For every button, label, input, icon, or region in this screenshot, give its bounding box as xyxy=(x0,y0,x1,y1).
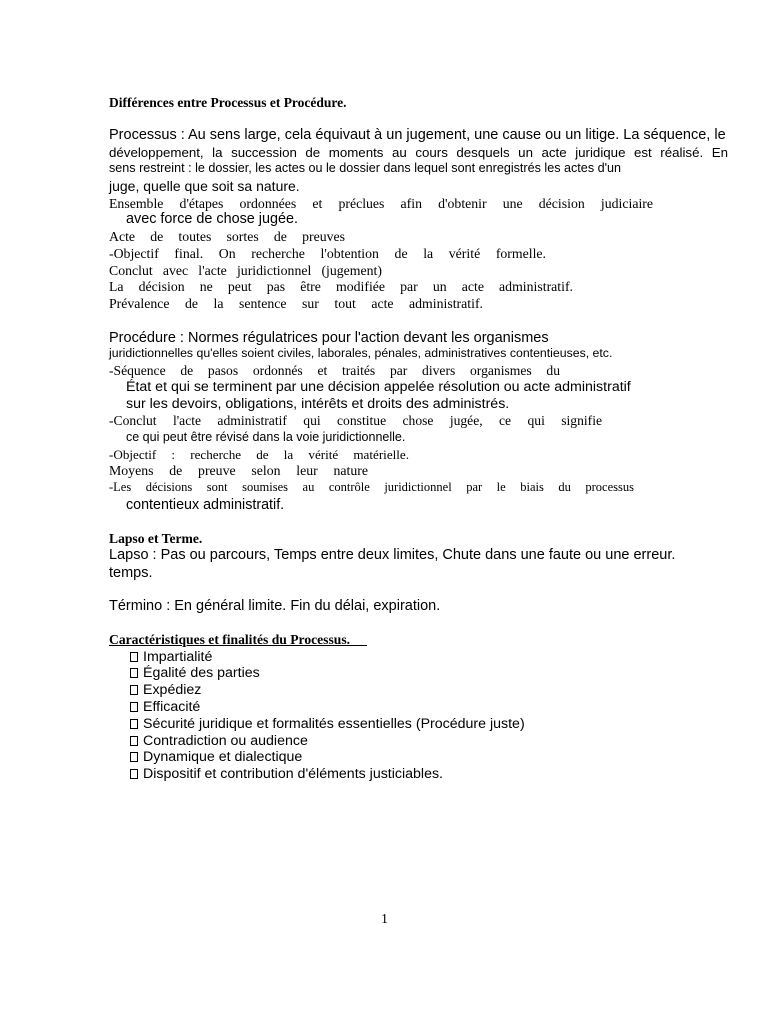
characteristic-item xyxy=(130,666,260,680)
lapso-definition-line-1: Lapso : Pas ou parcours, Temps entre deux limites, Chute dans une faute ou une erreur. xyxy=(109,547,676,563)
procedure-definition-line-2: juridictionnelles qu'elles soient civiles, laborales, pénales, administratives contentieuses, etc. xyxy=(109,346,613,360)
procedure-item-5: ce qui peut être révisé dans la voie juridictionnelle. xyxy=(126,430,406,444)
processus-item-7: Prévalence de la sentence sur tout acte administratif. xyxy=(109,296,483,311)
processus-item-2: avec force de chose jugée. xyxy=(126,211,298,227)
procedure-item-4: -Conclut l'acte administratif qui constitue chose jugée, ce qui signifie xyxy=(109,413,602,428)
processus-definition-line-1: Processus : Au sens large, cela équivaut à un jugement, une cause ou un litige. La séquence, le xyxy=(109,127,726,143)
characteristic-item xyxy=(130,767,443,781)
procedure-item-1: -Séquence de pasos ordonnés et traités par divers organismes du xyxy=(109,363,560,378)
page-number: 1 xyxy=(381,912,388,927)
characteristic-label: Impartialité xyxy=(143,649,213,665)
characteristic-label: Sécurité juridique et formalités essentielles (Procédure juste) xyxy=(143,716,525,732)
checkbox-icon xyxy=(130,702,138,712)
lapso-definition-line-2: temps. xyxy=(109,565,153,581)
characteristic-label: Dispositif et contribution d'éléments justiciables. xyxy=(143,766,444,782)
processus-item-5: Conclut avec l'acte juridictionnel (jugement) xyxy=(109,263,382,278)
procedure-item-3: sur les devoirs, obligations, intérêts et droits des administrés. xyxy=(126,396,510,412)
characteristic-label: Efficacité xyxy=(143,699,201,715)
checkbox-icon xyxy=(130,668,138,678)
characteristic-label: Contradiction ou audience xyxy=(143,733,308,749)
checkbox-icon xyxy=(130,736,138,746)
characteristic-label: Dynamique et dialectique xyxy=(143,749,303,765)
procedure-item-6: -Objectif : recherche de la vérité matérielle. xyxy=(109,447,409,462)
characteristic-item xyxy=(130,700,200,714)
checkbox-icon xyxy=(130,769,138,779)
procedure-item-8: -Les décisions sont soumises au contrôle juridictionnel par le biais du processus xyxy=(109,480,634,494)
characteristic-label: Égalité des parties xyxy=(143,665,260,681)
processus-item-6: La décision ne peut pas être modifiée par un acte administratif. xyxy=(109,279,573,294)
characteristic-item xyxy=(130,650,212,664)
checkbox-icon xyxy=(130,652,138,662)
characteristics-heading xyxy=(109,633,367,647)
lapso-heading: Lapso et Terme. xyxy=(109,531,203,546)
characteristic-item xyxy=(130,717,525,731)
checkbox-icon xyxy=(130,752,138,762)
processus-item-1: Ensemble d'étapes ordonnées et préclues afin d'obtenir une décision judiciaire xyxy=(109,196,653,211)
characteristics-heading-underline xyxy=(350,632,367,647)
processus-definition-line-4: juge, quelle que soit sa nature. xyxy=(109,178,300,194)
characteristic-item xyxy=(130,734,308,748)
processus-item-3: Acte de toutes sortes de preuves xyxy=(109,229,345,244)
procedure-item-7: Moyens de preuve selon leur nature xyxy=(109,463,368,478)
procedure-item-9: contentieux administratif. xyxy=(126,497,285,513)
characteristic-item xyxy=(130,683,201,697)
procedure-item-2: État et qui se terminent par une décision appelée résolution ou acte administratif xyxy=(126,379,631,395)
processus-definition-line-3: sens restreint : le dossier, les actes ou le dossier dans lequel sont enregistrés les actes d'un xyxy=(109,161,622,175)
characteristic-label: Expédiez xyxy=(143,682,202,698)
procedure-definition-line-1: Procédure : Normes régulatrices pour l'action devant les organismes xyxy=(109,330,549,346)
termino-definition: Término : En général limite. Fin du délai, expiration. xyxy=(109,598,441,614)
characteristic-item xyxy=(130,750,302,764)
processus-definition-line-2: développement, la succession de moments au cours desquels un acte juridique est réalisé. En xyxy=(109,145,728,160)
checkbox-icon xyxy=(130,719,138,729)
processus-item-4: -Objectif final. On recherche l'obtention de la vérité formelle. xyxy=(109,246,546,261)
document-title: Différences entre Processus et Procédure. xyxy=(109,95,347,110)
characteristics-heading-text: Caractéristiques et finalités du Processus. xyxy=(109,632,351,647)
checkbox-icon xyxy=(130,685,138,695)
